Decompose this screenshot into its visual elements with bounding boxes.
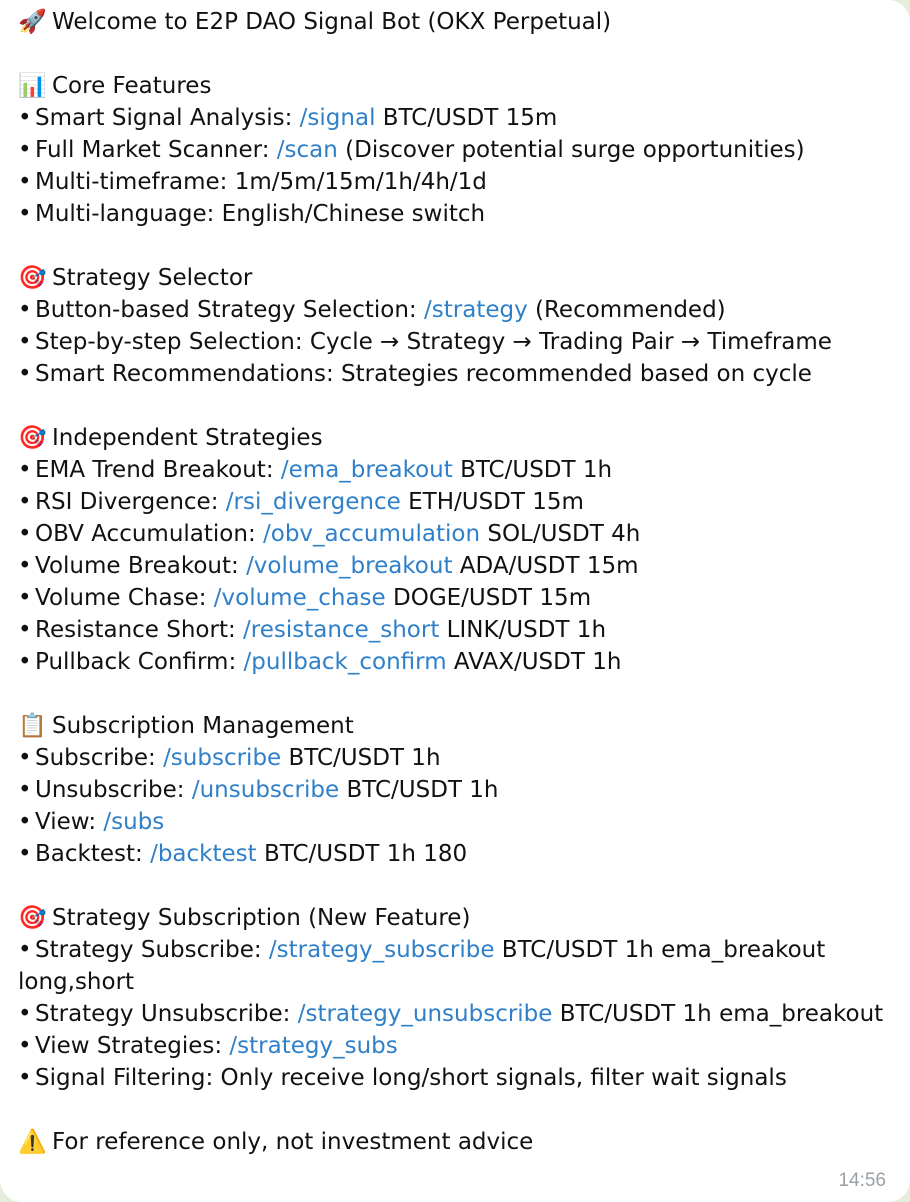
item-args: BTC/USDT 1h 180 [256, 841, 468, 867]
section-heading [18, 902, 902, 934]
item-args: (Recommended) [527, 297, 726, 323]
list-item [18, 326, 902, 358]
bullet: • [18, 841, 32, 867]
command-link[interactable]: /pullback_confirm [243, 649, 447, 675]
target-icon: 🎯 [18, 905, 47, 931]
command-link[interactable]: /unsubscribe [191, 777, 340, 803]
section-heading-text: Independent Strategies [52, 425, 323, 451]
item-label: Volume Chase: [35, 585, 214, 611]
item-args: DOGE/USDT 15m [385, 585, 592, 611]
command-link[interactable]: /backtest [150, 841, 257, 867]
command-link[interactable]: /strategy [424, 297, 528, 323]
command-link[interactable]: /scan [276, 137, 338, 163]
list-item [18, 1062, 902, 1094]
list-item [18, 550, 902, 582]
list-item [18, 998, 902, 1030]
item-label: RSI Divergence: [35, 489, 226, 515]
item-label: Multi-language: English/Chinese switch [35, 201, 486, 227]
command-link[interactable]: /volume_chase [213, 585, 386, 611]
item-label: OBV Accumulation: [35, 521, 264, 547]
item-label: Volume Breakout: [35, 553, 247, 579]
bullet: • [18, 361, 32, 387]
list-item [18, 646, 902, 678]
command-link[interactable]: /ema_breakout [280, 457, 453, 483]
item-args: BTC/USDT 1h [281, 745, 441, 771]
item-args: BTC/USDT 1h ema_breakout [552, 1001, 884, 1027]
list-item [18, 166, 902, 198]
bullet: • [18, 1065, 32, 1091]
bullet: • [18, 649, 32, 675]
list-item [18, 294, 902, 326]
item-label: Resistance Short: [35, 617, 244, 643]
item-args: BTC/USDT 1h [452, 457, 613, 483]
list-item [18, 1030, 902, 1062]
bullet: • [18, 745, 32, 771]
section-heading [18, 422, 902, 454]
command-link[interactable]: /resistance_short [243, 617, 440, 643]
section-heading [18, 710, 902, 742]
command-link[interactable]: /subscribe [163, 745, 282, 771]
list-item [18, 582, 902, 614]
bullet: • [18, 1001, 32, 1027]
item-label: EMA Trend Breakout: [35, 457, 281, 483]
list-item [18, 198, 902, 230]
bullet: • [18, 521, 32, 547]
list-item [18, 134, 902, 166]
bullet: • [18, 489, 32, 515]
title-text: Welcome to E2P DAO Signal Bot (OKX Perpetual) [52, 9, 612, 35]
warning-icon: ⚠️ [18, 1129, 47, 1155]
item-args: (Discover potential surge opportunities) [337, 137, 805, 163]
item-args: LINK/USDT 1h [439, 617, 607, 643]
item-args: BTC/USDT 15m [375, 105, 558, 131]
item-label: Smart Signal Analysis: [35, 105, 300, 131]
section-heading-text: Core Features [52, 73, 212, 99]
section-heading-text: Strategy Subscription (New Feature) [52, 905, 471, 931]
command-link[interactable]: /strategy_unsubscribe [297, 1001, 553, 1027]
command-link[interactable]: /rsi_divergence [225, 489, 401, 515]
bullet: • [18, 553, 32, 579]
clipboard-icon: 📋 [18, 713, 47, 739]
bullet: • [18, 809, 32, 835]
list-item [18, 838, 902, 870]
list-item [18, 358, 902, 390]
item-args: ETH/USDT 15m [400, 489, 584, 515]
list-item [18, 102, 902, 134]
item-args: AVAX/USDT 1h [446, 649, 622, 675]
bullet: • [18, 585, 32, 611]
message-text [18, 6, 902, 1158]
item-label: Smart Recommendations: Strategies recommended based on cycle [35, 361, 812, 387]
item-args: BTC/USDT 1h [339, 777, 499, 803]
section-heading-text: Subscription Management [52, 713, 354, 739]
bullet: • [18, 297, 32, 323]
command-link[interactable]: /signal [299, 105, 376, 131]
item-label: Backtest: [35, 841, 151, 867]
bullet: • [18, 617, 32, 643]
item-label: Step-by-step Selection: Cycle → Strategy → Trading Pair → Timeframe [35, 329, 832, 355]
bullet: • [18, 137, 32, 163]
item-args: ADA/USDT 15m [452, 553, 639, 579]
command-link[interactable]: /obv_accumulation [263, 521, 481, 547]
list-item [18, 934, 902, 998]
command-link[interactable]: /strategy_subs [229, 1033, 398, 1059]
rocket-icon: 🚀 [18, 9, 47, 35]
message-timestamp: 14:56 [838, 1170, 886, 1191]
bullet: • [18, 201, 32, 227]
target-icon: 🎯 [18, 265, 47, 291]
bullet: • [18, 777, 32, 803]
item-label: Multi-timeframe: 1m/5m/15m/1h/4h/1d [35, 169, 487, 195]
list-item [18, 742, 902, 774]
bullet: • [18, 937, 32, 963]
bullet: • [18, 105, 32, 131]
disclaimer [18, 1126, 902, 1158]
item-args: BTC/USDT 1h ema_breakout long,short [18, 937, 826, 995]
section-heading [18, 262, 902, 294]
list-item [18, 454, 902, 486]
command-link[interactable]: /subs [103, 809, 165, 835]
item-label: Full Market Scanner: [35, 137, 277, 163]
bullet: • [18, 1033, 32, 1059]
disclaimer-text: For reference only, not investment advice [52, 1129, 534, 1155]
item-label: View: [35, 809, 104, 835]
list-item [18, 518, 902, 550]
command-link[interactable]: /volume_breakout [246, 553, 453, 579]
bullet: • [18, 169, 32, 195]
list-item [18, 806, 902, 838]
item-label: Button-based Strategy Selection: [35, 297, 424, 323]
bar-chart-icon: 📊 [18, 73, 47, 99]
command-link[interactable]: /strategy_subscribe [268, 937, 495, 963]
list-item [18, 774, 902, 806]
section-heading [18, 70, 902, 102]
sections [18, 38, 902, 1094]
item-label: Subscribe: [35, 745, 164, 771]
item-label: View Strategies: [35, 1033, 230, 1059]
list-item [18, 486, 902, 518]
list-item [18, 614, 902, 646]
target-icon: 🎯 [18, 425, 47, 451]
item-label: Pullback Confirm: [35, 649, 244, 675]
item-label: Unsubscribe: [35, 777, 192, 803]
item-label: Strategy Unsubscribe: [35, 1001, 298, 1027]
bullet: • [18, 329, 32, 355]
bullet: • [18, 457, 32, 483]
message-title [18, 6, 902, 38]
item-args: SOL/USDT 4h [480, 521, 641, 547]
item-label: Strategy Subscribe: [35, 937, 269, 963]
item-label: Signal Filtering: Only receive long/short signals, filter wait signals [35, 1065, 787, 1091]
section-heading-text: Strategy Selector [52, 265, 253, 291]
